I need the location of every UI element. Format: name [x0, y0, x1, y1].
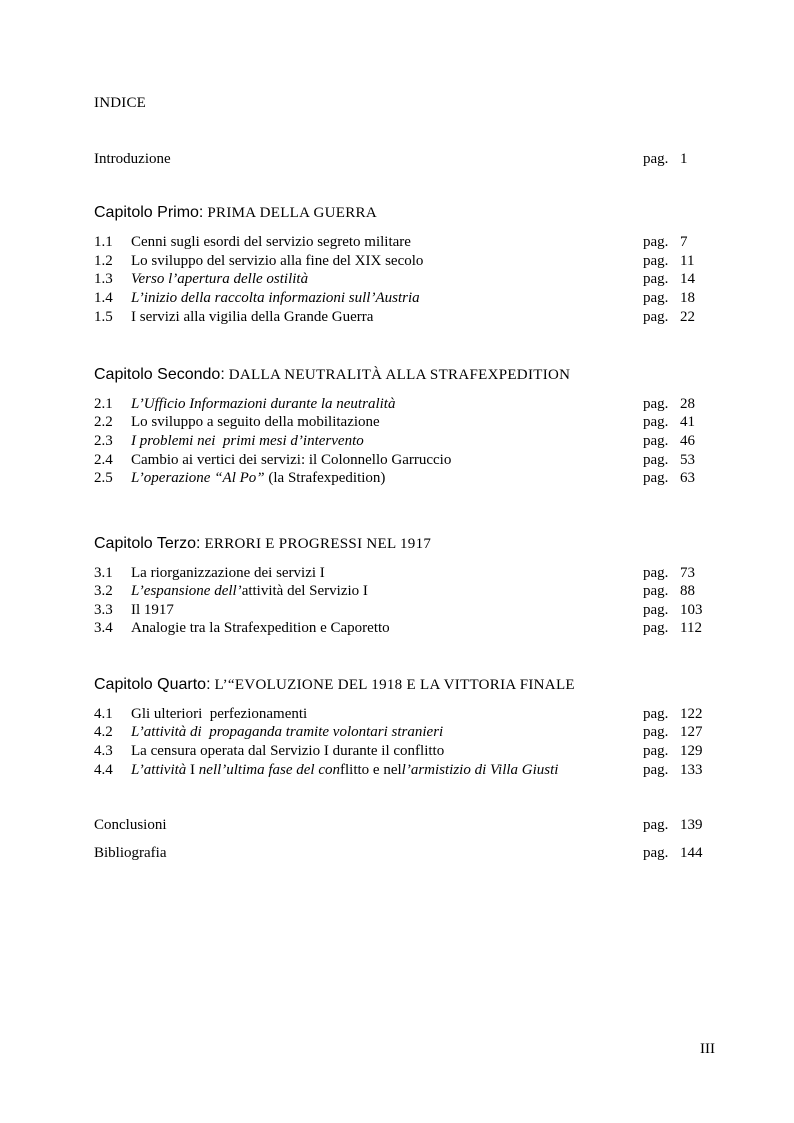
section-title: L’attività di propaganda tramite volontari stranieri	[131, 724, 444, 740]
page-label: pag.	[643, 290, 669, 306]
toc-entry[interactable]	[94, 620, 714, 639]
page-label: pag.	[643, 470, 669, 486]
page-label: pag.	[643, 309, 669, 325]
page-label: pag.	[643, 706, 669, 722]
toc-entry[interactable]	[94, 414, 714, 433]
section-title-part: l’armistizio di Villa Giusti	[401, 762, 559, 778]
section-title: L’Ufficio Informazioni durante la neutralità	[131, 396, 396, 412]
section-title: Lo sviluppo a seguito della mobilitazione	[131, 414, 380, 430]
chapter-title: L’“EVOLUZIONE DEL 1918 E LA VITTORIA FINALE	[214, 677, 575, 693]
page-label: pag.	[643, 271, 669, 287]
section-title-italic: L’espansione dell’	[131, 583, 242, 599]
page-number-ref: 73	[680, 565, 695, 581]
section-title	[131, 583, 368, 600]
page-label: pag.	[643, 452, 669, 468]
page-number: III	[700, 1041, 715, 1057]
page-label: pag.	[643, 845, 669, 861]
page-title: INDICE	[94, 95, 147, 111]
section-title	[131, 762, 558, 779]
page-label: pag.	[643, 253, 669, 269]
section-title-italic: L’operazione “Al Po”	[131, 470, 265, 486]
section-number: 4.1	[94, 706, 113, 722]
section-title: Verso l’apertura delle ostilità	[131, 271, 309, 287]
page-label: pag.	[643, 762, 669, 778]
page-label: pag.	[643, 743, 669, 759]
section-number: 2.1	[94, 396, 113, 412]
section-title: L’inizio della raccolta informazioni sull’Austria	[131, 290, 420, 306]
section-title: I servizi alla vigilia della Grande Guerra	[131, 309, 374, 325]
toc-entry[interactable]	[94, 706, 714, 725]
page-number-ref: 41	[680, 414, 695, 430]
section-title: La riorganizzazione dei servizi I	[131, 565, 325, 581]
toc-entry-title: Bibliografia	[94, 845, 167, 861]
chapter-label: Capitolo Secondo:	[94, 366, 225, 383]
section-number: 4.2	[94, 724, 113, 740]
section-title-part: flitto e nel	[340, 762, 402, 778]
section-title-part: I	[186, 762, 199, 778]
section-number: 2.2	[94, 414, 113, 430]
toc-entry-title: Conclusioni	[94, 817, 167, 833]
page-number-ref: 1	[680, 151, 688, 167]
section-title: Cenni sugli esordi del servizio segreto militare	[131, 234, 411, 250]
section-title-rest: attività del Servizio I	[241, 583, 368, 599]
page-label: pag.	[643, 396, 669, 412]
page-label: pag.	[643, 234, 669, 250]
page-number-ref: 112	[680, 620, 702, 636]
section-title-rest: (la Strafexpedition)	[264, 470, 386, 486]
toc-entry[interactable]	[94, 470, 714, 489]
toc-entry[interactable]	[94, 452, 714, 471]
chapter-heading-1	[94, 204, 377, 222]
section-number: 2.4	[94, 452, 113, 468]
chapter-heading-4	[94, 676, 575, 694]
section-number: 1.2	[94, 253, 113, 269]
page-number-ref: 53	[680, 452, 695, 468]
section-number: 4.3	[94, 743, 113, 759]
section-number: 2.3	[94, 433, 113, 449]
section-number: 3.3	[94, 602, 113, 618]
page-number-ref: 22	[680, 309, 695, 325]
page-number-ref: 63	[680, 470, 695, 486]
section-number: 3.4	[94, 620, 113, 636]
page-label: pag.	[643, 414, 669, 430]
toc-entry-bibliografia[interactable]	[94, 845, 714, 864]
toc-entry[interactable]	[94, 234, 714, 253]
page-number-ref: 14	[680, 271, 695, 287]
page-number-ref: 127	[680, 724, 703, 740]
page-label: pag.	[643, 583, 669, 599]
toc-entry[interactable]	[94, 396, 714, 415]
section-number: 3.1	[94, 565, 113, 581]
page-number-ref: 103	[680, 602, 703, 618]
page-number-ref: 129	[680, 743, 703, 759]
section-number: 3.2	[94, 583, 113, 599]
section-title: Gli ulteriori perfezionamenti	[131, 706, 308, 722]
page-number-ref: 88	[680, 583, 695, 599]
toc-entry[interactable]	[94, 290, 714, 309]
toc-entry[interactable]	[94, 271, 714, 290]
page-label: pag.	[643, 151, 669, 167]
page-number-ref: 28	[680, 396, 695, 412]
toc-entry[interactable]	[94, 743, 714, 762]
toc-entry[interactable]	[94, 433, 714, 452]
section-number: 4.4	[94, 762, 113, 778]
section-title: Cambio ai vertici dei servizi: il Colonnello Garruccio	[131, 452, 452, 468]
page-number-ref: 46	[680, 433, 695, 449]
toc-entry[interactable]	[94, 309, 714, 328]
page-label: pag.	[643, 724, 669, 740]
section-title: Analogie tra la Strafexpedition e Caporetto	[131, 620, 390, 636]
chapter-label: Capitolo Terzo:	[94, 535, 201, 552]
section-title-part: L’attività	[131, 762, 187, 778]
chapter-label: Capitolo Primo:	[94, 204, 204, 221]
toc-entry-introduzione[interactable]	[94, 151, 714, 170]
section-number: 1.1	[94, 234, 113, 250]
toc-entry[interactable]	[94, 253, 714, 272]
toc-entry[interactable]	[94, 762, 714, 781]
chapter-title: DALLA NEUTRALITÀ ALLA STRAFEXPEDITION	[228, 367, 571, 383]
page-number-ref: 18	[680, 290, 695, 306]
section-title: La censura operata dal Servizio I durante il conflitto	[131, 743, 445, 759]
chapter-title: PRIMA DELLA GUERRA	[207, 205, 377, 221]
section-number: 2.5	[94, 470, 113, 486]
page-label: pag.	[643, 817, 669, 833]
toc-entry[interactable]	[94, 565, 714, 584]
section-title-part: nell’ultima fase del con	[198, 762, 340, 778]
section-number: 1.4	[94, 290, 113, 306]
section-title: Il 1917	[131, 602, 174, 618]
toc-entry-conclusioni[interactable]	[94, 817, 714, 836]
page-number-ref: 144	[680, 845, 703, 861]
section-title	[131, 470, 385, 487]
page-number-ref: 7	[680, 234, 688, 250]
toc-entry[interactable]	[94, 724, 714, 743]
chapter-label: Capitolo Quarto:	[94, 676, 211, 693]
chapter-title: ERRORI E PROGRESSI NEL 1917	[204, 536, 432, 552]
section-title: I problemi nei primi mesi d’intervento	[131, 433, 364, 449]
toc-entry-title: Introduzione	[94, 151, 171, 167]
page-number-ref: 11	[680, 253, 695, 269]
page-label: pag.	[643, 620, 669, 636]
section-title: Lo sviluppo del servizio alla fine del XIX secolo	[131, 253, 424, 269]
section-number: 1.3	[94, 271, 113, 287]
section-number: 1.5	[94, 309, 113, 325]
toc-entry[interactable]	[94, 583, 714, 602]
chapter-heading-3	[94, 535, 431, 553]
page-number-ref: 133	[680, 762, 703, 778]
toc-entry[interactable]	[94, 602, 714, 621]
chapter-heading-2	[94, 366, 570, 384]
page-number-ref: 139	[680, 817, 703, 833]
page-label: pag.	[643, 602, 669, 618]
page-number-ref: 122	[680, 706, 703, 722]
page-label: pag.	[643, 433, 669, 449]
page-label: pag.	[643, 565, 669, 581]
